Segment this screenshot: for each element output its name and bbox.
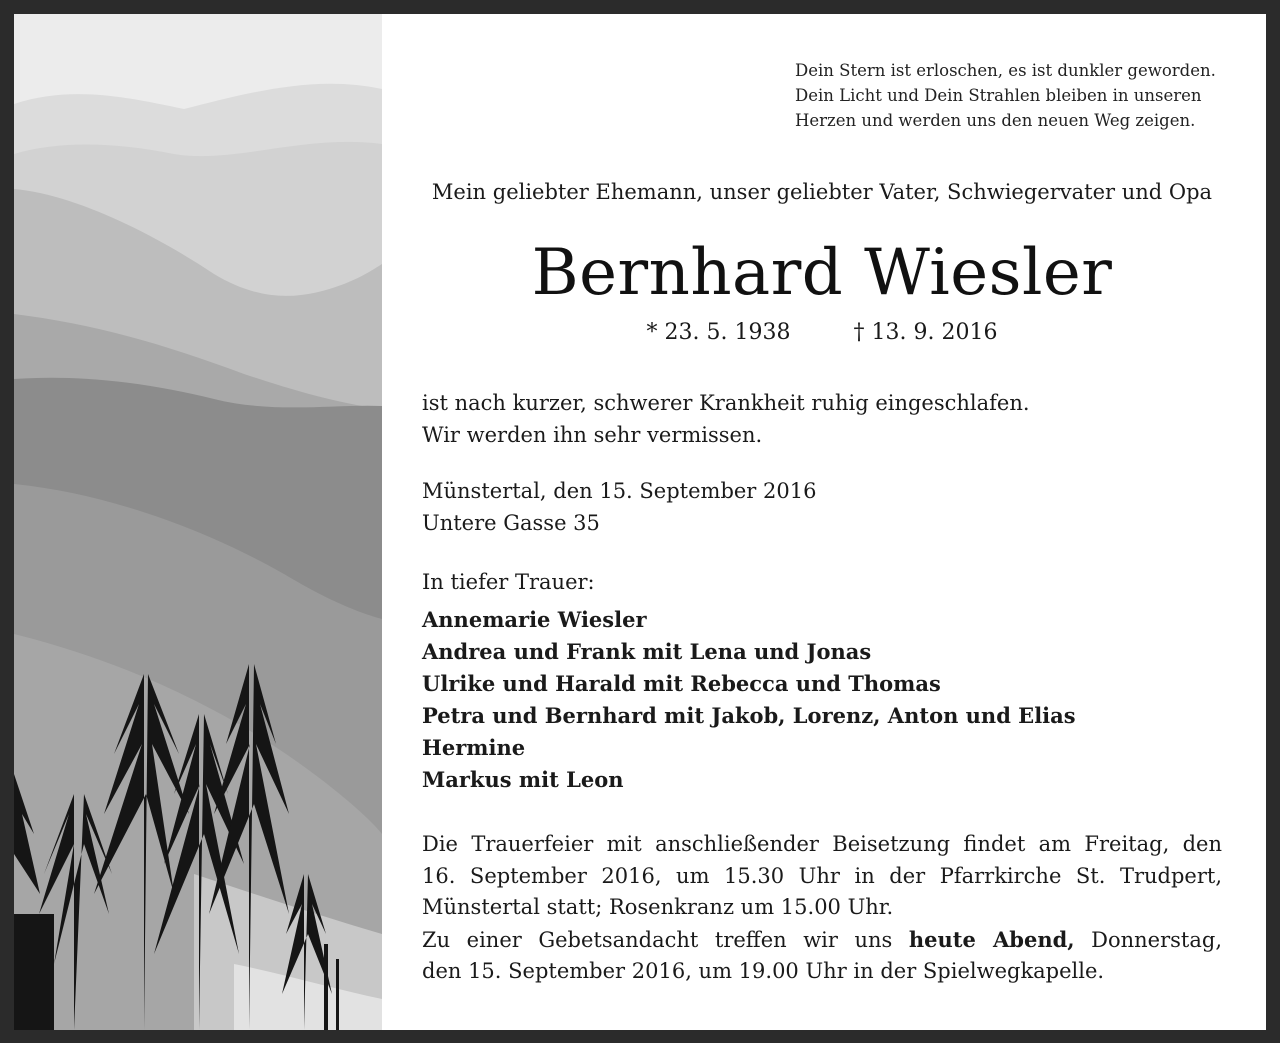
passing-line: Wir werden ihn sehr vermissen. — [422, 422, 763, 447]
mourner: Ulrike und Harald mit Rebecca und Thomas — [422, 671, 941, 696]
notice-line: Die Trauerfeier mit anschließender Beisetzung findet am Freitag, den — [422, 832, 1222, 856]
notice-text: Zu einer Gebetsandacht treffen wir uns — [422, 927, 893, 952]
passing-text — [422, 388, 1222, 451]
mourner: Markus mit Leon — [422, 767, 624, 792]
motto-verse — [795, 58, 1235, 133]
notice-text: Donnerstag, — [1091, 927, 1222, 952]
address: Untere Gasse 35 — [422, 510, 600, 535]
mourning-label: In tiefer Trauer: — [422, 570, 595, 594]
notice-line: 16. September 2016, um 15.30 Uhr in der Pfarrkirche St. Trudpert, — [422, 863, 1222, 888]
birth-date: * 23. 5. 1938 — [646, 320, 791, 345]
place-date: Münstertal, den 15. September 2016 — [422, 479, 817, 503]
mourner: Petra und Bernhard mit Jakob, Lorenz, Anton und Elias — [422, 703, 1076, 728]
life-dates — [422, 320, 1222, 345]
mourner: Hermine — [422, 735, 526, 760]
notice-line: den 15. September 2016, um 19.00 Uhr in der Spielwegkapelle. — [422, 959, 1105, 983]
passing-line: ist nach kurzer, schwerer Krankheit ruhig eingeschlafen. — [422, 391, 1030, 415]
notice-line: Münstertal statt; Rosenkranz um 15.00 Uhr. — [422, 895, 894, 919]
intro-line: Mein geliebter Ehemann, unser geliebter Vater, Schwiegervater und Opa — [431, 180, 1213, 204]
motto-line: Dein Licht und Dein Strahlen bleiben in unseren — [795, 86, 1202, 105]
mourner: Andrea und Frank mit Lena und Jonas — [422, 639, 872, 664]
mourner: Annemarie Wiesler — [422, 607, 647, 632]
obituary-text — [422, 14, 1222, 1030]
notice-emphasis: heute Abend, — [908, 926, 1075, 952]
mountain-forest-photo — [14, 14, 382, 1030]
motto-line: Herzen und werden uns den neuen Weg zeigen. — [795, 111, 1196, 130]
deceased-name: Bernhard Wiesler — [531, 236, 1113, 310]
place-address — [422, 476, 1222, 539]
motto-line: Dein Stern ist erloschen, es ist dunkler geworden. — [795, 61, 1216, 80]
funeral-notice — [422, 829, 1222, 988]
death-date: † 13. 9. 2016 — [853, 320, 998, 345]
mourners-list — [422, 604, 1222, 796]
obituary-frame — [14, 14, 1266, 1030]
notice-line — [422, 924, 1222, 957]
